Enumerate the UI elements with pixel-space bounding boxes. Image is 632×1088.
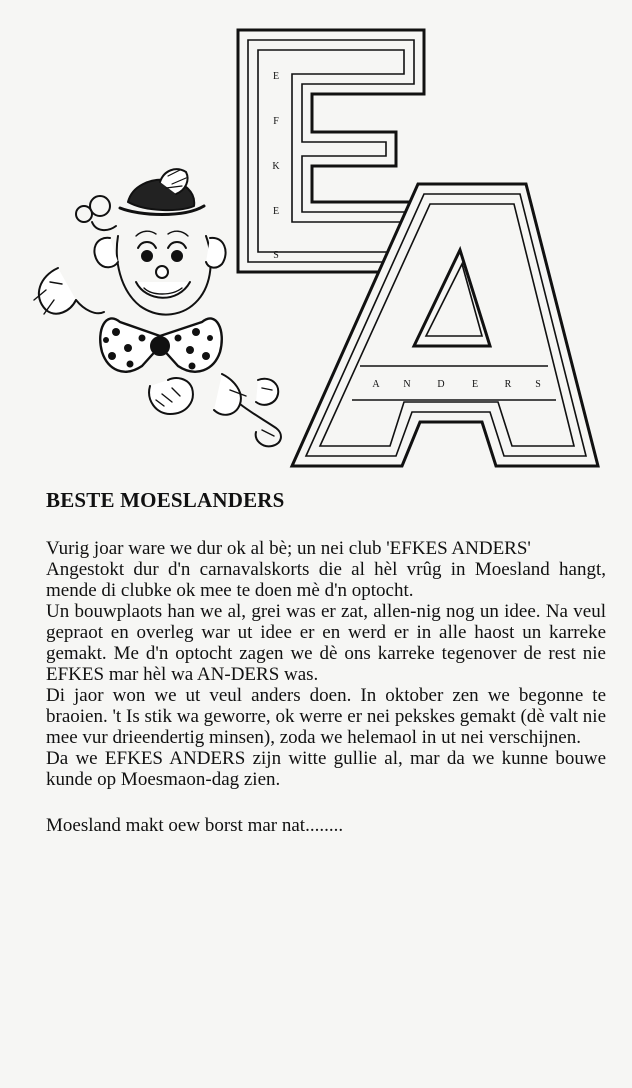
vertical-letter: K — [272, 161, 280, 172]
vertical-letter: E — [272, 206, 280, 217]
horizontal-letter: A — [372, 379, 380, 390]
article-paragraph: Un bouwplaots han we al, grei was er zat, allen-nig nog un idee. Na veul gepraot en overleg war ut idee er en werd er in alle haost un karreke gemakt. Me d'n optocht zagen we dè ons karreke tegenover de rest nie EFKES mar hèl wa AN-DERS was. — [46, 601, 606, 685]
article-paragraph: Angestokt dur d'n carnavalskorts die al hèl vrûg in Moesland hangt, mende di clubke ok mee te doen mè d'n optocht. — [46, 559, 606, 601]
vertical-letter: S — [273, 250, 279, 261]
horizontal-letter: S — [535, 379, 541, 390]
clown-illustration — [34, 169, 281, 446]
article-closing: Moesland makt oew borst mar nat........ — [46, 815, 344, 836]
article-paragraph: Da we EFKES ANDERS zijn witte gullie al, mar da we kunne bouwe kunde op Moesmaon-dag zien. — [46, 748, 606, 790]
horizontal-letter: R — [504, 379, 512, 390]
horizontal-letter: N — [403, 379, 411, 390]
article-heading: BESTE MOESLANDERS — [46, 488, 285, 512]
maze-letter-a-icon — [292, 184, 598, 466]
article-body — [46, 538, 606, 836]
article-paragraph: Di jaor won we ut veul anders doen. In oktober zen we begonne te braoien. 't Is stik wa geworre, ok werre er nei pekskes gemakt (dè valt nie mee vur drieendertig minsen), zoda we helemaol in ut nei verschijnen. — [46, 685, 606, 748]
efkes-anders-logo — [0, 0, 632, 480]
horizontal-letter: E — [471, 379, 479, 390]
horizontal-letter: D — [437, 379, 445, 390]
vertical-letter: E — [272, 71, 280, 82]
vertical-letter: F — [273, 116, 279, 127]
article-paragraph: Vurig joar ware we dur ok al bè; un nei club 'EFKES ANDERS' — [46, 538, 531, 559]
